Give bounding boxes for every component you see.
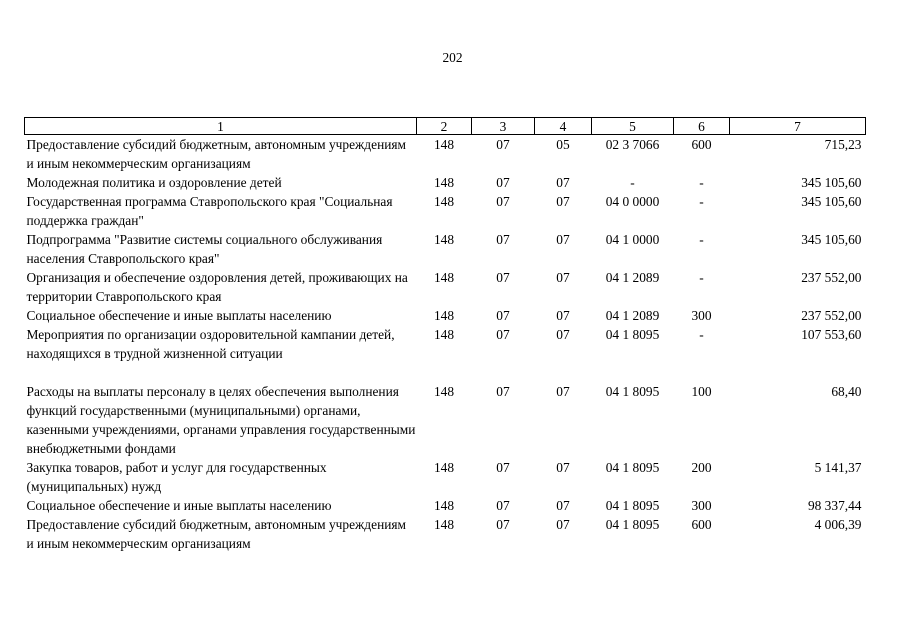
row-amount: 98 337,44 [807, 498, 862, 513]
row-amount: 237 552,00 [801, 270, 862, 285]
row-target-article: 04 1 8095 [605, 384, 660, 399]
row-ministry-code: 148 [433, 270, 455, 285]
row-ministry-code: 148 [433, 460, 455, 475]
table-row [25, 268, 866, 306]
row-subsection: 07 [556, 498, 570, 513]
row-subsection: 07 [556, 517, 570, 532]
header-col-4: 4 [535, 118, 592, 135]
table-row [25, 306, 866, 325]
spacer-row [25, 363, 866, 382]
row-subsection: 07 [556, 308, 570, 323]
row-ministry-code: 148 [433, 327, 455, 342]
header-row [25, 118, 866, 135]
row-section: 07 [496, 308, 510, 323]
row-name: Организация и обеспечение оздоровления детей, проживающих на территории Ставропольского края [26, 270, 408, 304]
row-name: Государственная программа Ставропольского края "Социальная поддержка граждан" [26, 194, 393, 228]
row-ministry-code: 148 [433, 308, 455, 323]
row-name: Расходы на выплаты персоналу в целях обеспечения выполнения функций государственными (муниципальными) органами, казенными учреждениями, органами управления государственными внебюджетными фондами [26, 384, 416, 456]
row-amount: 68,40 [831, 384, 862, 399]
row-target-article: 04 1 8095 [605, 460, 660, 475]
row-section: 07 [496, 194, 510, 209]
header-col-7: 7 [730, 118, 866, 135]
row-expense-type: - [699, 194, 704, 209]
row-amount: 345 105,60 [801, 232, 862, 247]
table-header [25, 118, 866, 135]
row-section: 07 [496, 175, 510, 190]
header-col-5: 5 [592, 118, 674, 135]
row-ministry-code: 148 [433, 194, 455, 209]
row-expense-type: 600 [691, 137, 712, 152]
row-target-article: 04 1 8095 [605, 498, 660, 513]
row-ministry-code: 148 [433, 517, 455, 532]
row-expense-type: - [699, 270, 704, 285]
row-expense-type: 300 [691, 308, 712, 323]
row-target-article: 04 1 2089 [605, 270, 660, 285]
row-name: Предоставление субсидий бюджетным, автономным учреждениям и иным некоммерческим организациям [26, 517, 407, 551]
row-expense-type: - [699, 175, 704, 190]
header-col-1: 1 [25, 118, 417, 135]
row-subsection: 07 [556, 270, 570, 285]
header-col-2: 2 [417, 118, 472, 135]
row-target-article: 04 0 0000 [605, 194, 660, 209]
row-ministry-code: 148 [433, 232, 455, 247]
page-number: 202 [442, 50, 463, 65]
row-section: 07 [496, 460, 510, 475]
row-target-article: 02 3 7066 [605, 137, 660, 152]
spacer-cell [25, 363, 866, 382]
row-amount: 345 105,60 [801, 194, 862, 209]
row-name: Предоставление субсидий бюджетным, автономным учреждениям и иным некоммерческим организациям [26, 137, 407, 171]
row-subsection: 07 [556, 384, 570, 399]
table-row [25, 192, 866, 230]
row-expense-type: 200 [691, 460, 712, 475]
row-ministry-code: 148 [433, 175, 455, 190]
row-subsection: 07 [556, 327, 570, 342]
row-section: 07 [496, 517, 510, 532]
row-target-article: 04 1 2089 [605, 308, 660, 323]
row-section: 07 [496, 232, 510, 247]
row-target-article: 04 1 8095 [605, 327, 660, 342]
row-section: 07 [496, 137, 510, 152]
table-row [25, 173, 866, 192]
row-ministry-code: 148 [433, 384, 455, 399]
budget-table [24, 117, 866, 553]
table-row [25, 325, 866, 363]
row-name: Социальное обеспечение и иные выплаты населению [26, 308, 332, 323]
row-target-article: 04 1 0000 [605, 232, 660, 247]
row-amount: 237 552,00 [801, 308, 862, 323]
row-amount: 107 553,60 [801, 327, 862, 342]
row-section: 07 [496, 270, 510, 285]
row-name: Социальное обеспечение и иные выплаты населению [26, 498, 332, 513]
table-row [25, 496, 866, 515]
row-subsection: 07 [556, 460, 570, 475]
row-expense-type: 300 [691, 498, 712, 513]
row-section: 07 [496, 327, 510, 342]
row-expense-type: - [699, 327, 704, 342]
row-amount: 345 105,60 [801, 175, 862, 190]
row-ministry-code: 148 [433, 137, 455, 152]
table-row [25, 230, 866, 268]
table-row [25, 135, 866, 174]
row-section: 07 [496, 498, 510, 513]
header-col-6: 6 [674, 118, 730, 135]
row-target-article: 04 1 8095 [605, 517, 660, 532]
row-name: Закупка товаров, работ и услуг для государственных (муниципальных) нужд [26, 460, 327, 494]
table-row [25, 515, 866, 553]
row-name: Мероприятия по организации оздоровительной кампании детей, находящихся в трудной жизненной ситуации [26, 327, 395, 361]
row-ministry-code: 148 [433, 498, 455, 513]
table-row [25, 382, 866, 458]
row-amount: 4 006,39 [814, 517, 862, 532]
row-expense-type: - [699, 232, 704, 247]
row-section: 07 [496, 384, 510, 399]
row-amount: 715,23 [824, 137, 862, 152]
row-amount: 5 141,37 [814, 460, 862, 475]
row-name: Молодежная политика и оздоровление детей [26, 175, 282, 190]
table-body [25, 135, 866, 554]
row-expense-type: 600 [691, 517, 712, 532]
table-row [25, 458, 866, 496]
row-subsection: 05 [556, 137, 570, 152]
row-expense-type: 100 [691, 384, 712, 399]
row-name: Подпрограмма "Развитие системы социального обслуживания населения Ставропольского края" [26, 232, 383, 266]
header-col-3: 3 [472, 118, 535, 135]
row-subsection: 07 [556, 232, 570, 247]
row-target-article: - [630, 175, 635, 190]
row-subsection: 07 [556, 175, 570, 190]
row-subsection: 07 [556, 194, 570, 209]
